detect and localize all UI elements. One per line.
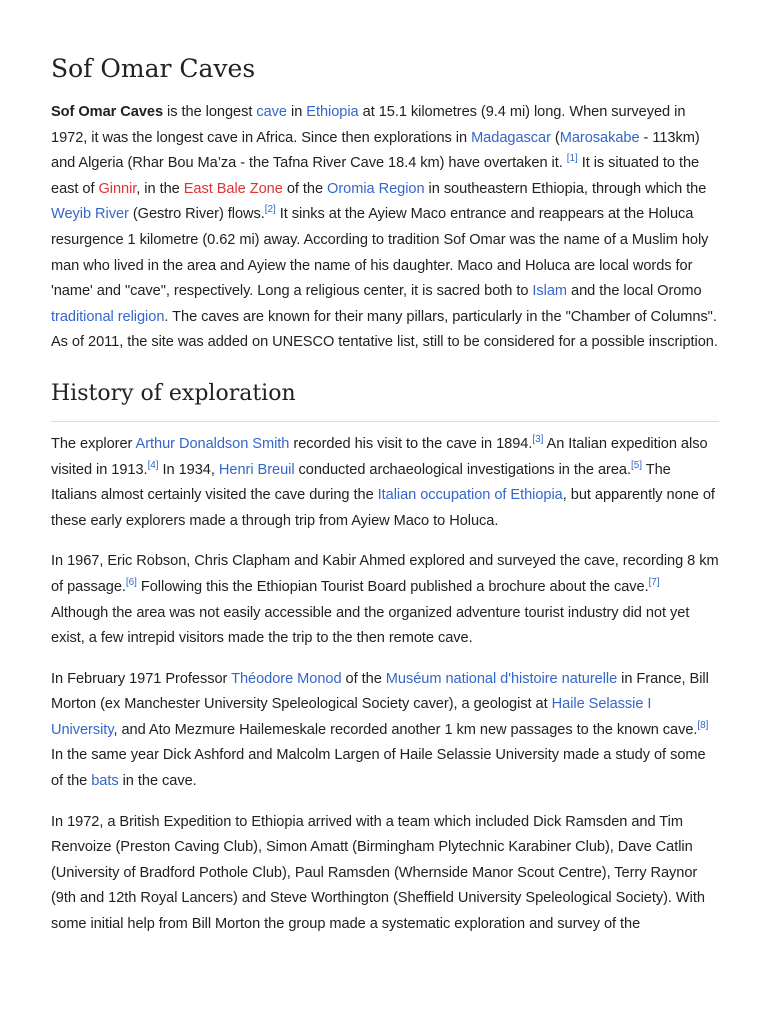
link-marosakabe[interactable]: Marosakabe: [559, 129, 640, 146]
text: (: [550, 129, 560, 146]
link-ethiopia[interactable]: Ethiopia: [306, 104, 359, 120]
history-paragraph-4: [51, 810, 719, 938]
text: , and Ato Mezmure Hailemeskale recorded another 1 km new passages to the known cave.: [113, 721, 698, 738]
ref-3-link[interactable]: [3]: [532, 434, 544, 446]
link-arthur-donaldson-smith[interactable]: Arthur Donaldson Smith: [135, 435, 290, 452]
text: (Gestro River) flows.: [128, 206, 265, 223]
ref-8-link[interactable]: [8]: [697, 720, 709, 732]
text: conducted archaeological investigations in the area.: [294, 461, 632, 478]
reference: [697, 720, 708, 731]
link-henri-breuil[interactable]: Henri Breuil: [218, 461, 295, 478]
link-ginnir[interactable]: Ginnir: [98, 180, 137, 197]
text: In the same year Dick Ashford and Malcolm Largen of Haile Selassie University made a study of some of the: [51, 747, 706, 790]
link-museum[interactable]: Muséum national d'histoire naturelle: [385, 670, 618, 687]
reference: [649, 577, 660, 588]
text: In 1967, Eric Robson, Chris Clapham and Kabir Ahmed explored and surveyed the cave, recording 8 km of passage.: [51, 553, 719, 595]
text: In February 1971 Professor: [51, 670, 232, 687]
page-title: Sof Omar Caves: [51, 54, 256, 83]
ref-7-link[interactable]: [7]: [648, 577, 660, 589]
text: An Italian expedition also visited in 1913.: [51, 435, 708, 478]
text: in southeastern Ethiopia, through which the: [424, 180, 707, 197]
text: The Italians almost certainly visited the cave during the: [51, 461, 671, 504]
link-theodore-monod[interactable]: Théodore Monod: [231, 670, 342, 687]
article-content: [51, 52, 719, 938]
bold-title: Sof Omar Caves: [51, 104, 164, 120]
reference: [567, 153, 578, 164]
text: In 1934,: [158, 461, 219, 478]
link-bats[interactable]: bats: [91, 773, 119, 790]
text: is the longest: [163, 104, 257, 120]
link-italian-occupation[interactable]: Italian occupation of Ethiopia: [377, 487, 563, 504]
history-paragraph-2: [51, 549, 719, 651]
link-east-bale-zone[interactable]: East Bale Zone: [183, 180, 283, 197]
reference: [148, 460, 159, 471]
link-traditional-religion[interactable]: traditional religion: [51, 308, 165, 325]
intro-paragraph: [51, 100, 719, 356]
text: Although the area was not easily accessible and the organized adventure tourist industry did not yet exist, a few intrepid visitors made the trip to the then remote cave.: [51, 604, 690, 647]
text: It is situated to the east of: [51, 155, 700, 197]
text: . The caves are known for their many pillars, particularly in the "Chamber of Columns". As of 2011, the site was added on UNESCO tentative list, still to be considered for a possible inscription.: [51, 308, 718, 351]
ref-5-link[interactable]: [5]: [631, 459, 642, 471]
link-haile-selassie-university[interactable]: Haile Selassie I University: [51, 696, 652, 738]
text: and the local Oromo: [567, 283, 702, 300]
text: - 113km) and Algeria (Rhar Bou Ma’za - the Tafna River Cave 18.4 km) have overtaken it.: [51, 129, 700, 172]
ref-2-link[interactable]: [2]: [264, 204, 276, 216]
link-weyib-river[interactable]: Weyib River: [51, 206, 129, 223]
reference: [126, 577, 137, 588]
ref-1-link[interactable]: [1]: [566, 153, 578, 165]
text: It sinks at the Ayiew Maco entrance and reappears at the Holuca resurgence 1 kilometre (0.62 mi) away. According to tradition Sof Omar was the name of a Muslim holy man who lived in the area and Ayiew the name of his daughter. Maco and Holuca are local words for 'name' and "cave", respectively. Long a religious center, it is sacred both to: [51, 206, 709, 300]
text: at 15.1 kilometres (9.4 mi) long. When surveyed in 1972, it was the longest cave in Africa. Since then explorations in: [51, 104, 686, 146]
link-madagascar[interactable]: Madagascar: [471, 129, 551, 146]
reference: [631, 460, 642, 471]
history-paragraph-1: [51, 432, 719, 534]
text: in France, Bill Morton (ex Manchester University Speleological Society caver), a geologist at: [51, 670, 709, 713]
text: Following this the Ethiopian Tourist Board published a brochure about the cave.: [136, 578, 649, 595]
text: In 1972, a British Expedition to Ethiopia arrived with a team which included Dick Ramsden and Tim Renvoize (Preston Caving Club), Simon Amatt (Birmingham Plytechnic Karabiner Club), Dave Catlin (University of Bradford Pothole Club), Paul Ramsden (Whernside Manor Scout Centre), Terry Raynor (9th and 12th Royal Lancers) and Steve Worthington (Sheffield University Speleological Society). With some initial help from Bill Morton the group made a systematic exploration and survey of the: [51, 813, 705, 933]
text: , but apparently none of these early explorers made a through trip from Ayiew Maco to Holuca.: [51, 487, 715, 529]
ref-6-link[interactable]: [6]: [125, 577, 137, 589]
link-oromia-region[interactable]: Oromia Region: [327, 180, 425, 197]
text: recorded his visit to the cave in 1894.: [289, 435, 533, 452]
section-heading-history: History of exploration: [51, 379, 719, 422]
ref-4-link[interactable]: [4]: [147, 459, 159, 471]
text: in the cave.: [118, 773, 197, 790]
text: , in the: [136, 180, 184, 197]
link-cave[interactable]: cave: [256, 104, 287, 120]
link-islam[interactable]: Islam: [532, 283, 568, 300]
reference: [265, 205, 276, 216]
text: of the: [341, 670, 386, 687]
text: of the: [282, 180, 328, 197]
text: in: [287, 104, 307, 120]
history-paragraph-3: [51, 667, 719, 795]
text: The explorer: [51, 435, 136, 452]
reference: [532, 434, 543, 445]
